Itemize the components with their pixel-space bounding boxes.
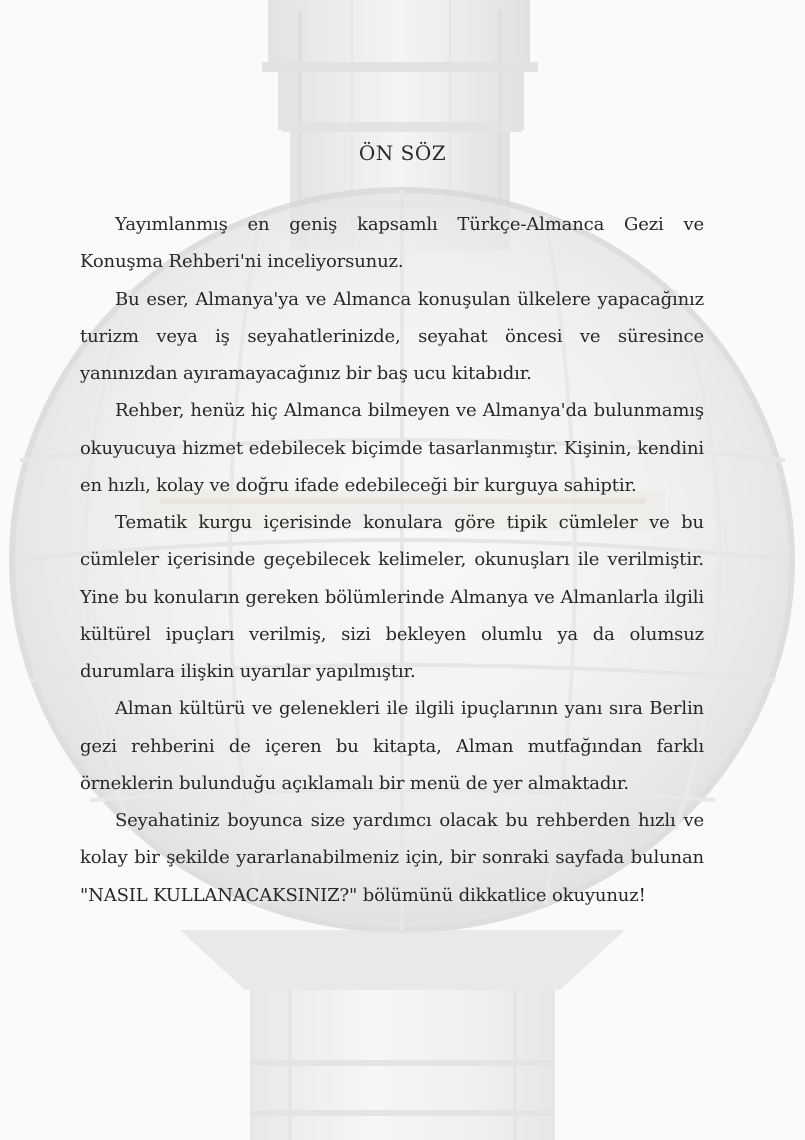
- page-title: ÖN SÖZ: [358, 141, 447, 165]
- paragraph-4: Tematik kurgu içerisinde konulara göre tipik cümleler ve bu cümleler içerisinde geçebilecek kelimeler, okunuşları ile verilmiştir. Yine bu konuların gereken bölümlerinde Almanya ve Almanlarla ilgili kültürel ipuçları verilmiş, sizi bekleyen olumlu ya da olumsuz durumlara ilişkin uyarılar yapılmıştır.: [80, 512, 704, 682]
- paragraph-1: Yayımlanmış en geniş kapsamlı Türkçe-Almanca Gezi ve Konuşma Rehberi'ni inceliyorsunuz.: [80, 214, 704, 273]
- paragraph-2: Bu eser, Almanya'ya ve Almanca konuşulan ülkelere yapacağınız turizm veya iş seyahatlerinizde, seyahat öncesi ve süresince yanınızdan ayıramayacağınız bir baş ucu kitabıdır.: [80, 288, 704, 384]
- paragraph-6: Seyahatiniz boyunca size yardımcı olacak bu rehberden hızlı ve kolay bir şekilde yararlanabilmeniz için, bir sonraki sayfada bulunan "NASIL KULLANACAKSINIZ?" bölümünü dikkatlice okuyunuz!: [80, 810, 704, 906]
- body-text: [80, 206, 704, 914]
- paragraph-5: Alman kültürü ve gelenekleri ile ilgili ipuçlarının yanı sıra Berlin gezi rehberini de içeren bu kitapta, Alman mutfağından farklı örneklerin bulunduğu açıklamalı bir menü de yer almaktadır.: [80, 698, 704, 794]
- paragraph-3: Rehber, henüz hiç Almanca bilmeyen ve Almanya'da bulunmamış okuyucuya hizmet edebilecek biçimde tasarlanmıştır. Kişinin, kendini en hızlı, kolay ve doğru ifade edebileceği bir kurguya sahiptir.: [80, 400, 704, 496]
